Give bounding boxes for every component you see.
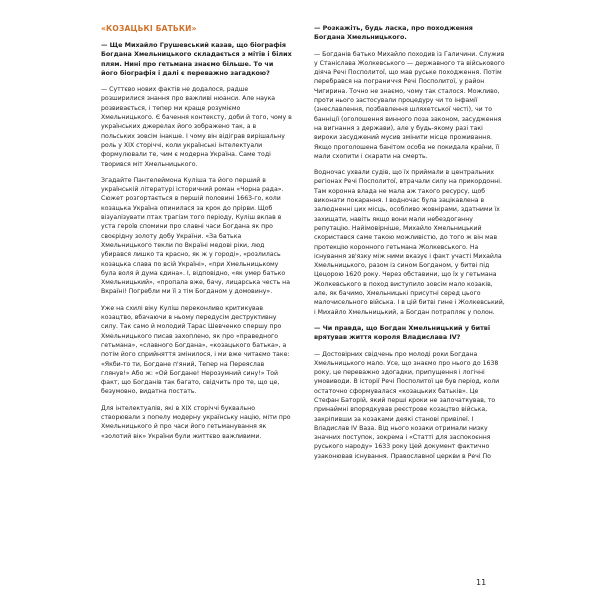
paragraph: — Богданів батько Михайло походив із Галичини. Служив у Станіслава Жолкевського — державного та військового діяча Речі Посполитої, що мав руське походження. Потім перебрався на пограниччя Речі Посполитої, у район Чигирина. Точно не знаємо, чому так сталося. Можливо, проти нього застосували процедуру чи то інфамії (знеславлення, позбавлення шляхетської честі), чи то банніції (оголошення винного поза законом, засудження на вигнання з держави), але у будь-якому разі такі вироки засуджений мусив змінити місце проживання. Якщо проголошена банітом особа не покидала країни, її мали схопити і скарати на смерть. bbox=[314, 50, 505, 160]
interview-question: — Ще Михайло Грушевський казав, що біографія Богдана Хмельницького складається з мітів і білих плям. Нині про гетьмана знаємо більше. То чи його біографія і далі є переважно загадкою? bbox=[101, 41, 292, 77]
paragraph: Водночас ухвали судів, що їх приймали в центральних регіонах Речі Посполитої, втрачали силу на прикордонні. Там коронна влада не мала аж такого ресурсу, щоб виконати покарання. І водночас була зацікавлена в залюдненні цих місць, особливо жовнірами, здатними їх захищати, навіть якщо вони мали небездоганну репутацію. Найімовірніше, Михайло Хмельницький скористався саме такою можливістю, до того ж він мав протекцію коронного гетьмана Жолкевського. На існування зв'язку між ними вказує і факт участі Михайла Хмельницького, разом із сином Богданом, у битві під Цецорою 1620 року. Через обставини, що їх у гетьмана Жолкевського в поход виступило зовсім мало козаків, але, як бачимо, Хмельницькі присутні серед цього малочисельного війська. І в цій битві гине і Жолкевський, і Михайло Хмельницький, а Богдан потрапляє у полон. bbox=[314, 169, 505, 316]
interview-question: — Чи правда, що Богдан Хмельницький у битві врятував життя короля Владислава IV? bbox=[314, 323, 491, 342]
paragraph: Для інтелектуалів, які в XIX сторіччі буквально створювали з попелу модерну українську націю, міти про Хмельницького й про часи його гетьманування як «золотий вік» України були життєво важливими. bbox=[101, 404, 291, 440]
paragraph: Згадайте Пантелеймона Куліша та його перший в українській літературі історичний роман «Чорна рада». Сюжет розгортається в першій половині 1663-го, коли козацька Україна опинилася за крок до прірви. Щоб візуалізувати птах трагізм того періоду, Куліш вклав в уста героїв спомини про славні часи Богдана як про своєрідну золоту добу України. «За батька Хмельницького текли по Вкраїні медові ріки, люд убирався лишко та красно, як ж у городі», «розлилась козацька слава по всій Україні», «при Хмельницькому була воля й дума єдина». І, відповідно, «як умер батько Хмельницький», «пропала вже, бачу, лицарська честь на Вкраїні! Погребли ми її з тім Богданом у домовину». bbox=[101, 176, 291, 296]
right-column bbox=[314, 24, 505, 468]
paragraph: — Суттєво нових фактів не додалося, радше розширилися знання про важливі нюанси. Але наука розвивається, і тепер ми краще розуміємо Хмельницького. Є бачення контексту, доби й того, чому в українських джерелах його зображено так, а в польських зовсім інакше. І чому він відіграв вирішальну роль у XIX сторіччі, коли українські інтелектуали формулювали те, чим є модерна Україна. Саме тоді творився міт Хмельницького. bbox=[101, 86, 292, 168]
paragraph: — Достовірних свідчень про молоді роки Богдана Хмельницького мало. Усе, що знаємо про нього до 1638 року, це переважно здогадки, припущення і логічні умовиводи. В історії Речі Посполитої це був період, коли остаточно сформувалася «козацьких батьків». Це Стефан Баторій, який перші кроки не започаткував, то принаймні впорядкував реєстрове козацтво війська, закріпивши за козаками деякі станові привілеї. І Владислав IV Ваза. Від нього козаки отримали низку значних поступок, зокрема і «Статті для заспокоєння руського народу» 1633 року Цей документ фактично узаконював існування. Православної церкви в Речі По bbox=[314, 350, 500, 460]
paragraph: Уже на схилі віку Куліш переконливо критикував козацтво, вбачаючи в ньому передусім деструктивну силу. Так само й молодий Тарас Шевченко спершу про Хмельницького писав захоплено, як про «праведного гетьмана», «славного Богдана», «козацького батька», а потім його сприйняття змінилося, і ми вже читаємо таке: «Якби-то ти, Богдане п'яний, Тепер на Переяслав глянув!» Або ж: «Ой Богдане! Нерозумний сину!» Той факт, що Богданів так багато, свідчить про те, що це, безумовно, видатна постать. bbox=[101, 304, 290, 396]
interview-question: — Розкажіть, будь ласка, про походження Богдана Хмельницького. bbox=[314, 24, 473, 42]
section-heading: «КОЗАЦЬКІ БАТЬКИ» bbox=[101, 24, 197, 33]
left-column bbox=[101, 24, 292, 448]
page-number: 11 bbox=[476, 578, 487, 587]
